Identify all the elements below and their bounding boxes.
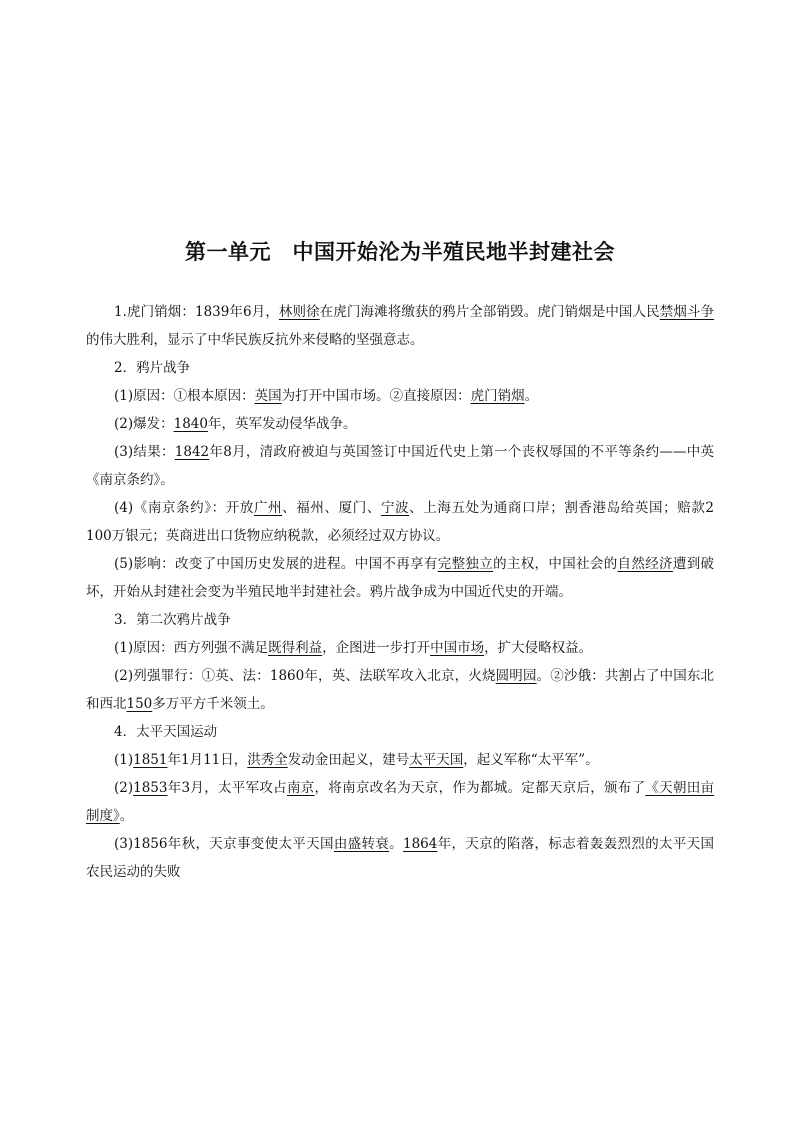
paragraph bbox=[86, 746, 714, 774]
paragraph bbox=[86, 410, 714, 438]
page-title: 第一单元 中国开始沦为半殖民地半封建社会 bbox=[185, 240, 615, 264]
underlined-term: 洪秀全 bbox=[247, 752, 288, 768]
underlined-term: 《天朝田亩制度》 bbox=[86, 780, 715, 824]
paragraph-text: 3．第二次鸦片战争 bbox=[114, 612, 231, 628]
paragraph-text: 。 bbox=[389, 836, 403, 852]
paragraph bbox=[86, 718, 714, 746]
paragraph-text: 的主权，中国社会的 bbox=[493, 556, 618, 572]
underlined-term: 中国市场 bbox=[430, 640, 485, 656]
paragraph-text: 的伟大胜利，显示了中华民族反抗外来侵略的坚强意志。 bbox=[86, 332, 424, 348]
paragraph bbox=[86, 438, 714, 494]
underlined-term: 林则徐 bbox=[278, 304, 320, 320]
document-body bbox=[86, 298, 714, 886]
paragraph-text: 多万平方千米领土。 bbox=[152, 696, 274, 712]
paragraph-text: 、上海五处为通商口岸；割香港岛给英国；赔款2 100万银元；英商进出口货物应纳税款，必须经过双方协议。 bbox=[86, 500, 715, 544]
underlined-term: 由盛转衰 bbox=[333, 836, 390, 852]
paragraph-text: 年，英军发动侵华战争。 bbox=[207, 416, 357, 432]
paragraph-text: ，企图进一步打开 bbox=[322, 640, 431, 656]
paragraph-text: 1.虎门销烟：1839年6月， bbox=[114, 304, 279, 320]
underlined-term: 1864 bbox=[403, 836, 438, 852]
underlined-term: 自然经济 bbox=[617, 556, 673, 572]
underlined-term: 太平天国 bbox=[409, 752, 464, 768]
paragraph-text: 、福州、厦门、 bbox=[282, 500, 381, 516]
underlined-term: 完整独立 bbox=[437, 556, 494, 572]
underlined-term: 南京 bbox=[286, 780, 315, 796]
paragraph-text: 在虎门海滩将缴获的鸦片全部销毁。虎门销烟是中国人民 bbox=[319, 304, 660, 320]
underlined-term: 圆明园 bbox=[495, 668, 537, 684]
paragraph bbox=[86, 494, 714, 550]
paragraph bbox=[86, 830, 714, 886]
paragraph-text: 遭到破坏，开始从封建社会变为半殖民地半封建社会。鸦片战争成为中国近代史的开端。 bbox=[86, 556, 715, 600]
paragraph-text: (2)爆发： bbox=[114, 416, 174, 432]
underlined-term: 150 bbox=[126, 696, 153, 712]
paragraph-text: 4．太平天国运动 bbox=[114, 724, 218, 740]
paragraph bbox=[86, 606, 714, 634]
paragraph bbox=[86, 634, 714, 662]
paragraph bbox=[86, 662, 714, 718]
paragraph-text: (3)1856年秋，天京事变使太平天国 bbox=[114, 836, 334, 852]
paragraph-text: 为打开中国市场。②直接原因： bbox=[281, 388, 471, 404]
underlined-term: 1853 bbox=[133, 780, 168, 796]
paragraph bbox=[86, 774, 714, 830]
paragraph-text: 发动金田起义，建号 bbox=[287, 752, 410, 768]
paragraph bbox=[86, 382, 714, 410]
paragraph-text: 2．鸦片战争 bbox=[114, 360, 191, 376]
underlined-term: 虎门销烟 bbox=[470, 388, 525, 404]
paragraph-text: (2)列强罪行：①英、法：1860年，英、法联军攻入北京，火烧 bbox=[114, 668, 496, 684]
paragraph-text: (5)影响：改变了中国历史发展的进程。中国不再享有 bbox=[114, 556, 438, 572]
paragraph-text: ，将南京改名为天京，作为都城。定都天京后，颁布了 bbox=[314, 780, 646, 796]
paragraph-text: ，扩大侵略权益。 bbox=[484, 640, 593, 656]
paragraph-text: 年，天京的陷落，标志着轰轰烈烈的太平天国农民运动的失败 bbox=[86, 836, 715, 880]
paragraph bbox=[86, 354, 714, 382]
underlined-term: 既得利益 bbox=[268, 640, 323, 656]
paragraph-text: 年1月11日， bbox=[167, 752, 248, 768]
paragraph-text: (4)《南京条约》：开放 bbox=[114, 500, 254, 516]
underlined-term: 禁烟斗争 bbox=[659, 304, 715, 320]
underlined-term: 宁波 bbox=[380, 500, 410, 516]
underlined-term: 1851 bbox=[133, 752, 168, 768]
underlined-term: 1842 bbox=[174, 444, 210, 460]
paragraph-text: ，起义军称“太平军”。 bbox=[463, 752, 599, 768]
paragraph-text: (2) bbox=[114, 780, 134, 796]
paragraph-text: 年3月，太平军攻占 bbox=[167, 780, 287, 796]
paragraph-text: 。 bbox=[524, 388, 539, 404]
paragraph-text: (1) bbox=[114, 752, 134, 768]
paragraph-text: 。②沙俄：共割占了中国东北和西北 bbox=[86, 668, 715, 712]
underlined-term: 英国 bbox=[254, 388, 282, 404]
paragraph-text: (3)结果： bbox=[114, 444, 175, 460]
paragraph-text: (1)原因：西方列强不满足 bbox=[114, 640, 269, 656]
paragraph-text: 。 bbox=[119, 808, 134, 824]
underlined-term: 广州 bbox=[253, 500, 283, 516]
paragraph bbox=[86, 550, 714, 606]
paragraph-text: (1)原因：①根本原因： bbox=[114, 388, 255, 404]
paragraph bbox=[86, 298, 714, 354]
paragraph-text: 年8月，清政府被迫与英国签订中国近代史上第一个丧权辱国的不平等条约——中英《南京条约》。 bbox=[86, 444, 714, 488]
underlined-term: 1840 bbox=[173, 416, 208, 432]
